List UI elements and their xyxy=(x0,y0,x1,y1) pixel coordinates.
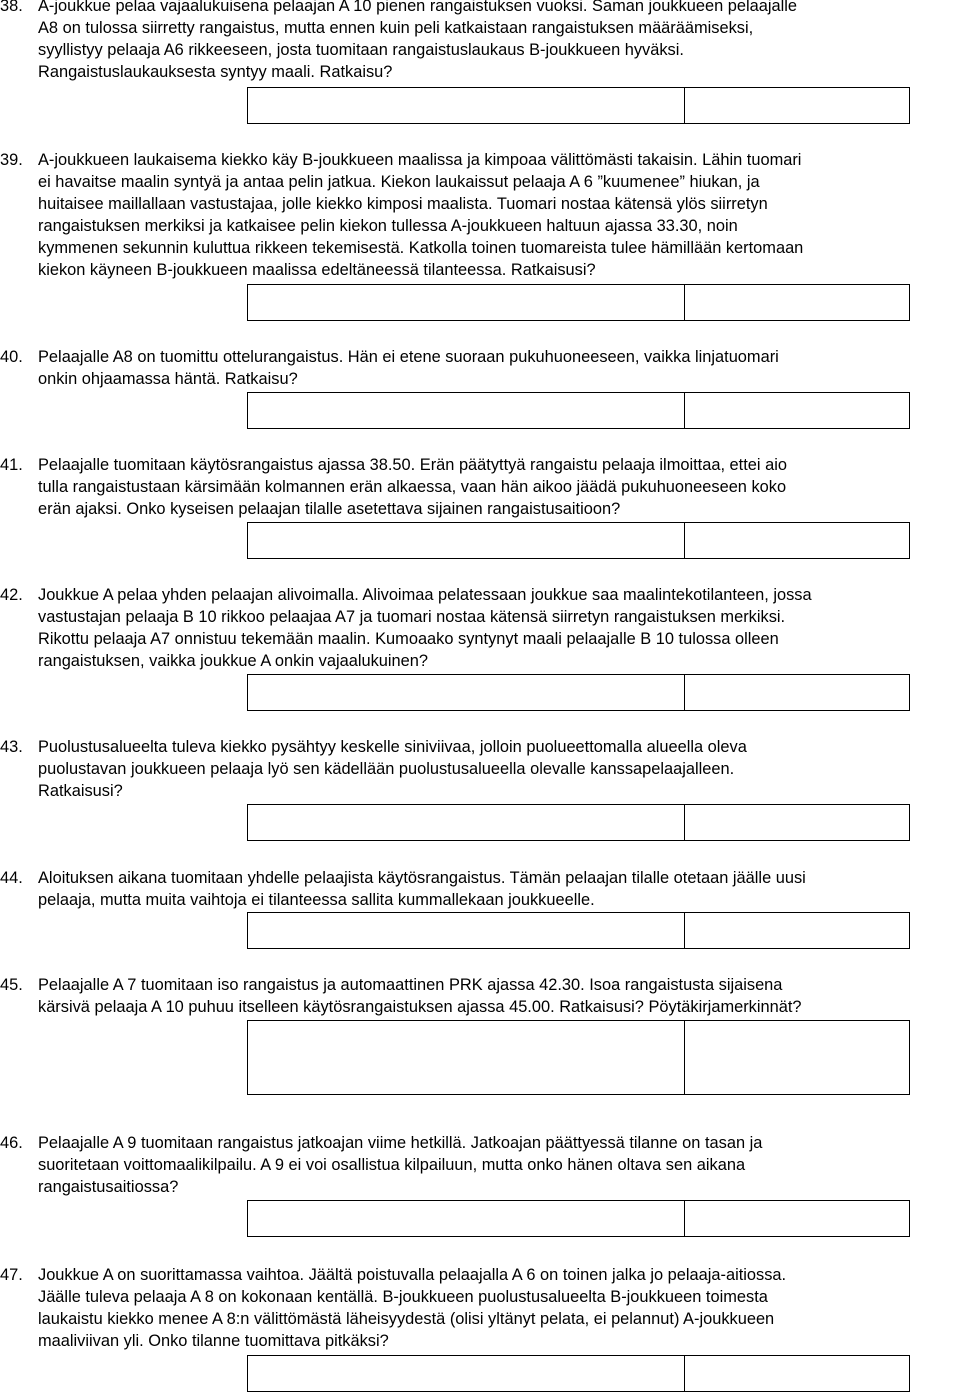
answer-box-40[interactable] xyxy=(247,392,910,429)
question-number: 41. xyxy=(0,456,23,474)
question-text: Pelaajalle A 7 tuomitaan iso rangaistus ja automaattinen PRK ajassa 42.30. Isoa rangaistusta sijaisena kärsivä pelaaja A 10 puhuu itselleen käytösrangaistuksen ajassa 45.00. Ratkaisusi? Pöytäkirjamerkinnät? xyxy=(38,976,802,1016)
question-number: 46. xyxy=(0,1134,23,1152)
question-text: A-joukkue pelaa vajaalukuisena pelaajan A 10 pienen rangaistuksen vuoksi. Saman joukkueen pelaajalle A8 on tulossa siirretty rangaistus, mutta ennen kuin peli katkaistaan rangaistuksen määräämiseksi, syyllistyy pelaaja A6 rikkeeseen, josta tuomitaan rangaistuslaukaus B-joukkueen hyväksi. Rangaistuslaukauksesta syntyy maali. Ratkaisu? xyxy=(38,0,798,81)
question-text: Puolustusalueelta tuleva kiekko pysähtyy keskelle siniviivaa, jolloin puolueettomalla alueella oleva puolustavan joukkueen pelaaja lyö sen kädellään puolustusalueella olevalle kanssapelaajalleen. Ratkaisusi? xyxy=(38,738,747,800)
question-40 xyxy=(0,346,958,390)
question-number: 40. xyxy=(0,348,23,366)
question-text: Joukkue A pelaa yhden pelaajan alivoimalla. Alivoimaa pelatessaan joukkue saa maalintekotilanteen, jossa vastustajan pelaaja B 10 rikkoo pelaajaa A7 ja tuomari nostaa kätensä siirretyn rangaistuksen merkiksi. Rikottu pelaaja A7 onnistuu tekemään maalin. Kumoaako syntynyt maali pelaajalle B 10 tulossa olleen rangaistuksen, vaikka joukkue A onkin vajaalukuinen? xyxy=(38,586,812,670)
question-number: 38. xyxy=(0,0,23,15)
answer-box-47[interactable] xyxy=(247,1355,910,1392)
answer-box-46[interactable] xyxy=(247,1200,910,1237)
question-number: 39. xyxy=(0,151,23,169)
question-45 xyxy=(0,974,958,1018)
question-number: 45. xyxy=(0,976,23,994)
question-text: A-joukkueen laukaisema kiekko käy B-joukkueen maalissa ja kimpoaa välittömästi takaisin. Lähin tuomari ei havaitse maalin syntyä ja antaa pelin jatkua. Kiekon laukaissut pelaaja A 6 ”kuumenee” hiukan, ja huitaisee maillallaan vastustajaa, jolle kiekko kimposi maalista. Tuomari nostaa kätensä ylös siirretyn rangaistuksen merkiksi ja katkaisee pelin kiekon tullessa A-joukkueen haltuun ajassa 33.30, noin kymmenen sekunnin kuluttua rikkeen tekemisestä. Katkolla toinen tuomareista tulee hämillään kertomaan kiekon käyneen B-joukkueen maalissa edeltäneessä tilanteessa. Ratkaisusi? xyxy=(38,151,804,279)
question-number: 47. xyxy=(0,1266,23,1284)
question-44 xyxy=(0,867,958,911)
question-text: Joukkue A on suorittamassa vaihtoa. Jäältä poistuvalla pelaajalla A 6 on toinen jalka jo pelaaja-aitiossa. Jäälle tuleva pelaaja A 8 on kokonaan kentällä. B-joukkueen puolustusalueelta B-joukkueen toimesta laukaistu kiekko menee A 8:n välittömästä läheisyydestä (olisi yltänyt pelata, ei pelannut) A-joukkueen maaliviivan yli. Onko tilanne tuomittava pitkäksi? xyxy=(38,1266,787,1350)
question-46 xyxy=(0,1132,958,1198)
question-39 xyxy=(0,149,958,281)
answer-box-43[interactable] xyxy=(247,804,910,841)
question-41 xyxy=(0,454,958,520)
question-number: 43. xyxy=(0,738,23,756)
question-text: Pelaajalle A8 on tuomittu ottelurangaistus. Hän ei etene suoraan pukuhuoneeseen, vaikka linjatuomari onkin ohjaamassa häntä. Ratkaisu? xyxy=(38,348,779,388)
answer-box-38[interactable] xyxy=(247,87,910,124)
question-42 xyxy=(0,584,958,672)
answer-box-41[interactable] xyxy=(247,522,910,559)
question-text: Pelaajalle tuomitaan käytösrangaistus ajassa 38.50. Erän päätyttyä rangaistu pelaaja ilmoittaa, ettei aio tulla rangaistustaan kärsimään kolmannen erän alkaessa, vaan hän aikoo jäädä pukuhuoneeseen koko erän ajaksi. Onko kyseisen pelaajan tilalle asetettava sijainen rangaistusaitioon? xyxy=(38,456,787,518)
question-number: 44. xyxy=(0,869,23,887)
question-38 xyxy=(0,0,958,83)
answer-box-42[interactable] xyxy=(247,674,910,711)
question-43 xyxy=(0,736,958,802)
answer-box-39[interactable] xyxy=(247,284,910,321)
question-text: Pelaajalle A 9 tuomitaan rangaistus jatkoajan viime hetkillä. Jatkoajan päättyessä tilanne on tasan ja suoritetaan voittomaalikilpailu. A 9 ei voi osallistua kilpailuun, mutta onko hänen oltava sen aikana rangaistusaitiossa? xyxy=(38,1134,763,1196)
answer-box-45[interactable] xyxy=(247,1020,910,1095)
answer-box-44[interactable] xyxy=(247,912,910,949)
question-text: Aloituksen aikana tuomitaan yhdelle pelaajista käytösrangaistus. Tämän pelaajan tilalle otetaan jäälle uusi pelaaja, mutta muita vaihtoja ei tilanteessa sallita kummallekaan joukkueelle. xyxy=(38,869,806,909)
question-47 xyxy=(0,1264,958,1352)
question-number: 42. xyxy=(0,586,23,604)
